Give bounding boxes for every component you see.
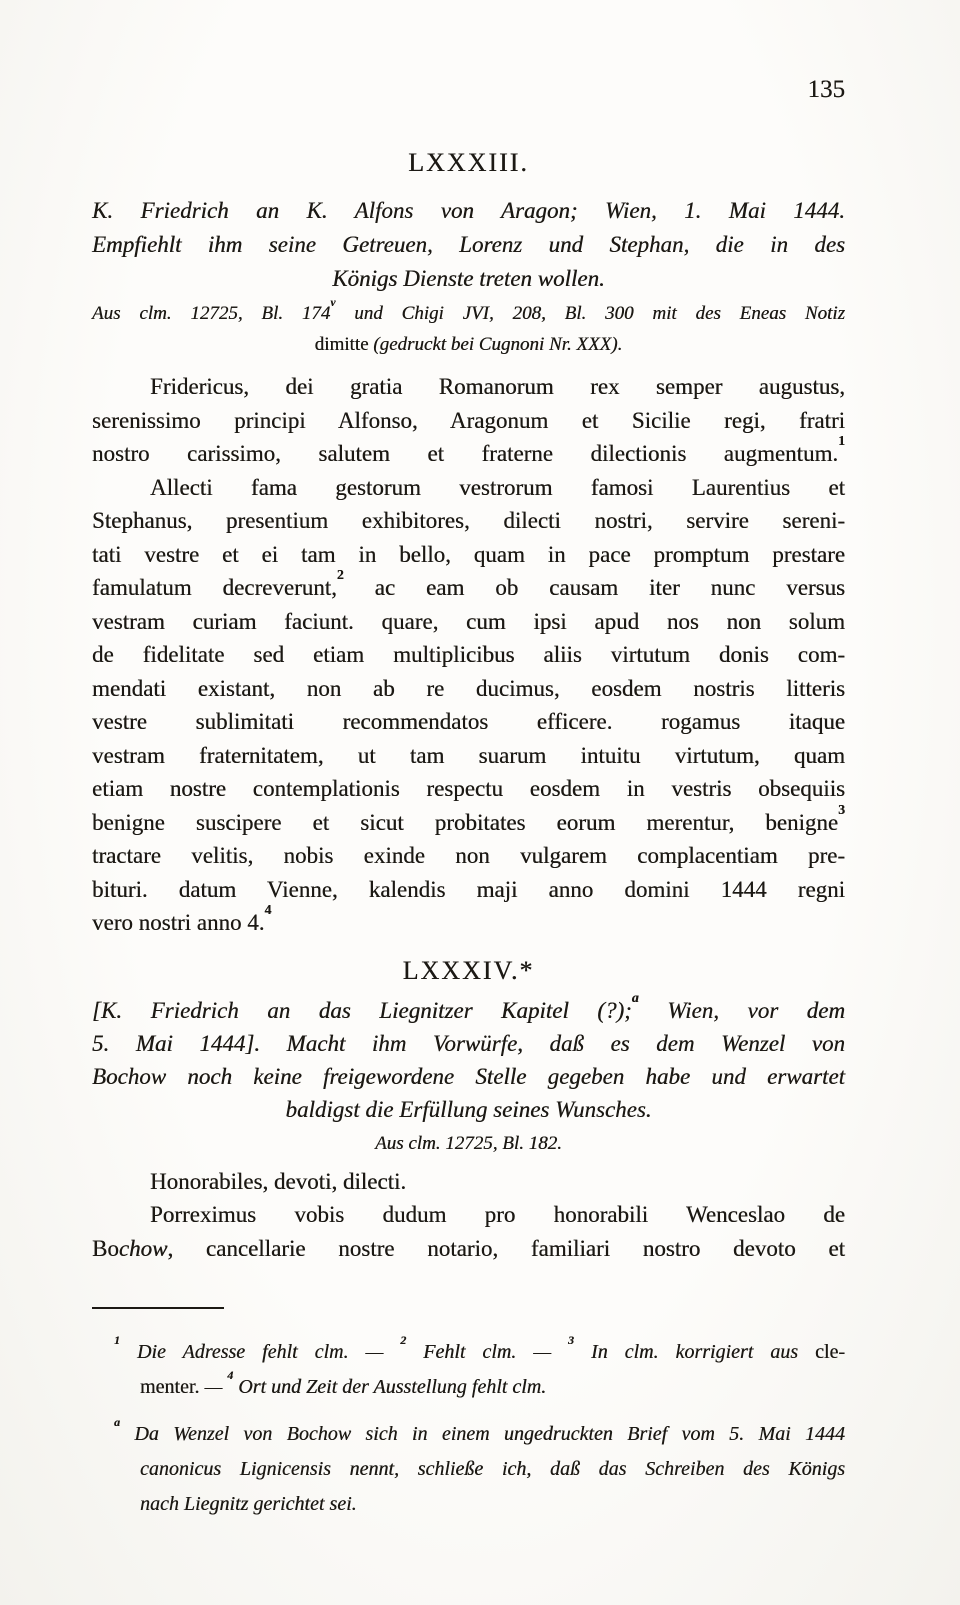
- text-line: Porreximus vobis dudum pro honorabili Wenceslao de: [150, 1202, 845, 1227]
- text-line: K. Friedrich an K. Alfons von Aragon; Wien, 1. Mai 1444.: [92, 198, 845, 223]
- letter-summary: [92, 194, 845, 296]
- footnote-a: [92, 1417, 845, 1522]
- text-line: de fidelitate sed etiam multiplicibus aliis virtutum donis com-: [92, 642, 845, 667]
- text-line: bituri. datum Vienne, kalendis maji anno domini 1444 regni: [92, 876, 845, 902]
- text-line: serenissimo principi Alfonso, Aragonum et Sicilie regi, fratri: [92, 407, 845, 433]
- text-line: menter. — $^4$ Ort und Zeit der Ausstellung fehlt clm.: [140, 1368, 547, 1398]
- text-line: Empfiehlt ihm seine Getreuen, Lorenz und Stephan, die in des: [92, 232, 845, 257]
- text-line: $^1$ Die Adresse fehlt clm. — $^2$ Fehlt clm. — $^3$ In clm. korrigiert aus cle-: [114, 1333, 845, 1363]
- text-line: famulatum decreverunt,$^2$ ac eam ob causam iter nunc versus: [92, 567, 845, 600]
- page-number: 135: [807, 76, 845, 103]
- text-line: nach Liegnitz gerichtet sei.: [140, 1493, 357, 1515]
- text-line: Allecti fama gestorum vestrorum famosi Laurentius et: [150, 474, 845, 500]
- letter-summary: [92, 989, 846, 1126]
- text-line: baldigst die Erfüllung seines Wunsches.: [285, 1096, 652, 1122]
- section-letter-lxxxiii: [92, 148, 845, 940]
- text-line: [K. Friedrich an das Liegnitzer Kapitel (?);$^a$ Wien, vor dem: [92, 989, 846, 1023]
- text-line: Stephanus, presentium exhibitores, dilecti nostri, servire sereni-: [92, 508, 845, 533]
- letter-body: [92, 1165, 845, 1266]
- text-line: Bochow noch keine freigewordene Stelle gegeben habe und erwartet: [92, 1063, 845, 1089]
- text-line: 5. Mai 1444]. Macht ihm Vorwürfe, daß es dem Wenzel von: [92, 1030, 845, 1056]
- text-line: nostro carissimo, salutem et fraterne dilectionis augmentum.$^1$: [92, 433, 845, 466]
- footnotes-numbered: [92, 1335, 845, 1405]
- text-line: Königs Dienste treten wollen.: [332, 266, 605, 291]
- text-line: mendati existant, non ab re ducimus, eosdem nostris litteris: [92, 675, 845, 701]
- text-line: dimitte (gedruckt bei Cugnoni Nr. XXX).: [314, 334, 623, 355]
- text-line: tractare velitis, nobis exinde non vulgarem complacentiam pre-: [92, 843, 845, 868]
- source-note: [92, 1128, 845, 1159]
- text-line: etiam nostre contemplationis respectu eosdem in vestris obsequiis: [92, 776, 845, 801]
- text-line: Aus clm. 12725, Bl. 174$^v$ und Chigi JVI, 208, Bl. 300 mit des Eneas Notiz: [92, 296, 845, 324]
- section-letter-lxxxiv: [92, 956, 845, 1266]
- letter-body: [92, 370, 845, 940]
- text-line: vestram fraternitatem, ut tam suarum intuitu virtutum, quam: [92, 742, 845, 768]
- text-line: Fridericus, dei gratia Romanorum rex semper augustus,: [150, 374, 845, 399]
- source-note: [92, 298, 845, 360]
- text-line: vero nostri anno 4.$^4$: [92, 902, 272, 935]
- text-line: vestram curiam faciunt. quare, cum ipsi apud nos non solum: [92, 608, 845, 634]
- text-line: canonicus Lignicensis nennt, schließe ich, daß das Schreiben des Königs: [140, 1458, 845, 1480]
- text-line: Bochow, cancellarie nostre notario, familiari nostro devoto et: [92, 1235, 845, 1261]
- footnote-divider: [92, 1307, 224, 1309]
- letter-heading: LXXXIV.*: [402, 955, 535, 985]
- text-line: tati vestre et ei tam in bello, quam in pace promptum prestare: [92, 541, 845, 567]
- letter-heading: LXXXIII.: [408, 148, 529, 177]
- text-line: benigne suscipere et sicut probitates eorum merentur, benigne$^3$: [92, 801, 845, 835]
- text-line: vestre sublimitati recommendatos efficere. rogamus itaque: [92, 709, 845, 734]
- text-line: Honorabiles, devoti, dilecti.: [150, 1168, 407, 1194]
- text-line: Aus clm. 12725, Bl. 182.: [375, 1132, 562, 1154]
- text-line: $^a$ Da Wenzel von Bochow sich in einem ungedruckten Brief vom 5. Mai 1444: [114, 1415, 845, 1445]
